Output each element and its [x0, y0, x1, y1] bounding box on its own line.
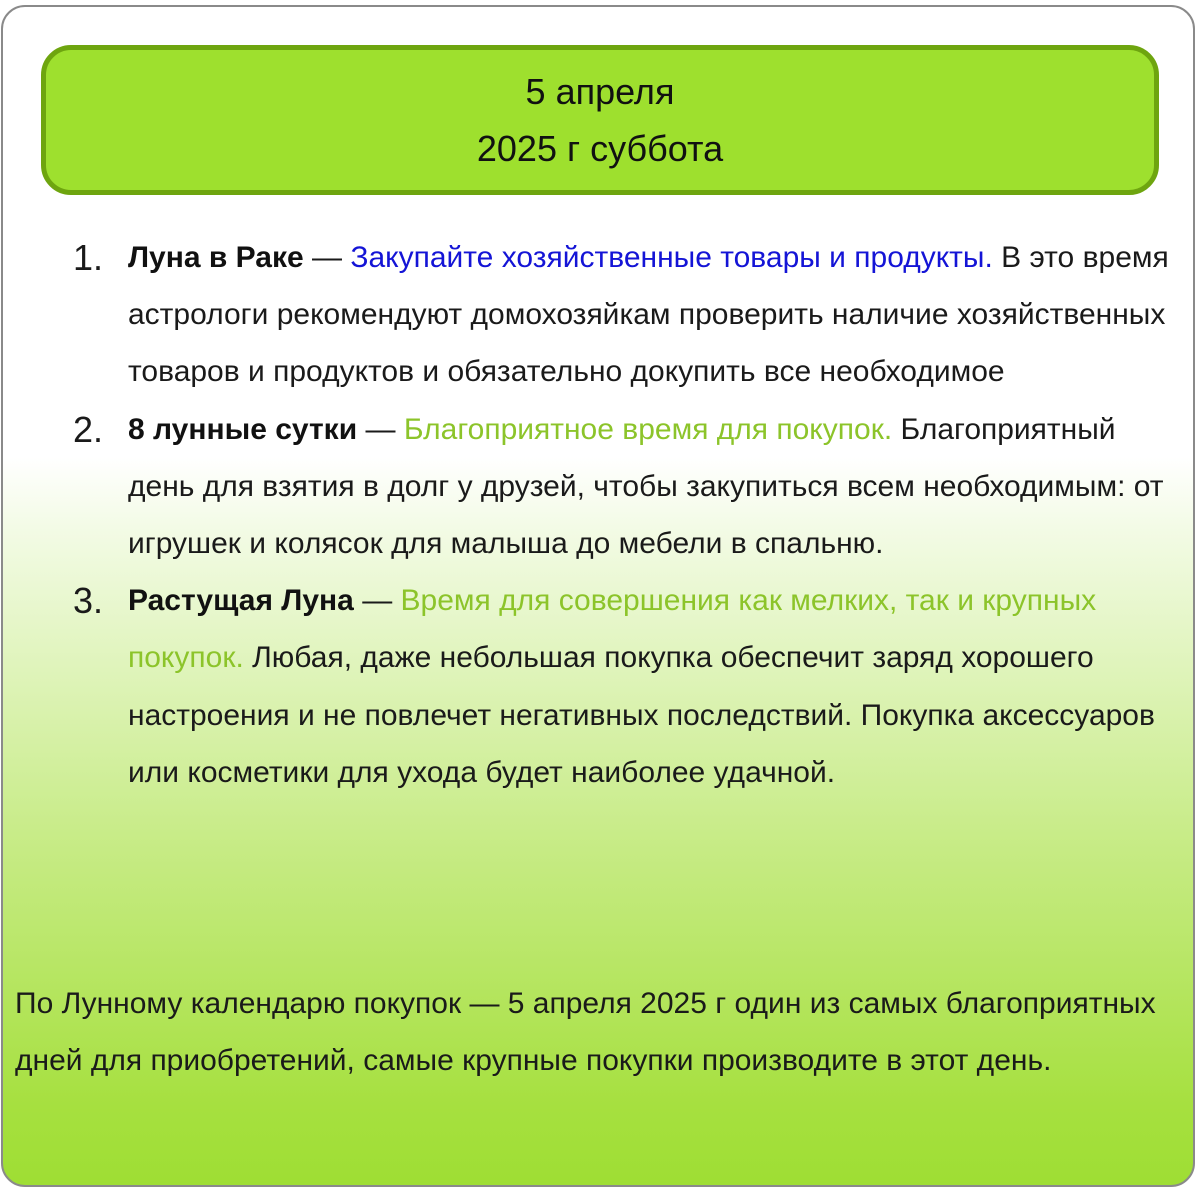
list-item-highlight: Благоприятное время для покупок.: [403, 412, 893, 446]
list-item-dash: —: [353, 584, 401, 618]
list-item-highlight: Закупайте хозяйственные товары и продукты.: [350, 241, 993, 274]
list-item: [73, 229, 1185, 401]
list-item-text: Благоприятный день для взятия в долг у друзей, чтобы закупиться всем необходимым: от игрушек и колясок для малыша до мебели в спальню.: [128, 412, 1164, 561]
list-item-dash: —: [357, 412, 404, 446]
list-item-number: 1.: [73, 237, 104, 278]
list-item-text: Любая, даже небольшая покупка обеспечит заряд хорошего настроения и не повлечет негативных последствий. Покупка аксессуаров или косметики для ухода будет наиболее удачной.: [128, 641, 1155, 789]
footer-summary: По Лунному календарю покупок — 5 апреля 2025 г один из самых благоприятных дней для приобретений, самые крупные покупки производите в этот день.: [15, 987, 1156, 1077]
list-item-dash: —: [303, 241, 351, 274]
date-header: [41, 45, 1159, 195]
year-day-line: 2025 г суббота: [476, 128, 724, 169]
list-item-text: В это время астрологи рекомендуют домохозяйкам проверить наличие хозяйственных товаров и продуктов и обязательно докупить все необходимое: [128, 241, 1169, 389]
date-line: 5 апреля: [525, 71, 675, 112]
list-item: [73, 572, 1185, 801]
recommendation-list: [73, 229, 1185, 801]
calendar-card: [1, 5, 1195, 1187]
list-item-highlight: Время для совершения как мелких, так и крупных покупок.: [128, 584, 1097, 675]
list-item-number: 3.: [73, 580, 104, 622]
list-item-number: 2.: [73, 408, 104, 450]
list-item-title: Растущая Луна: [128, 584, 354, 618]
list-item-title: 8 лунные сутки: [128, 412, 358, 446]
list-item: [73, 401, 1185, 573]
list-item-title: Луна в Раке: [128, 241, 304, 274]
